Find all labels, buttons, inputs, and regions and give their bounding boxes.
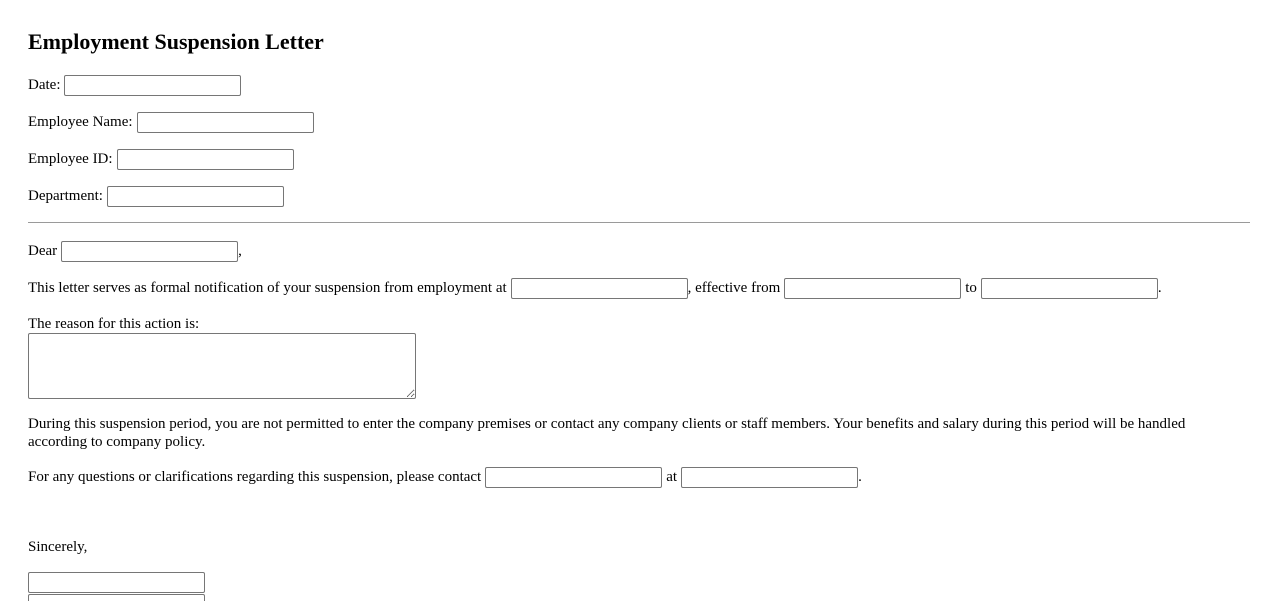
reason-label: The reason for this action is: — [28, 316, 200, 332]
date-label: Date: — [28, 77, 61, 93]
signature-title-input[interactable] — [28, 594, 205, 601]
date-row — [28, 74, 245, 96]
recipient-name-input[interactable] — [61, 241, 238, 262]
closing-text: Sincerely, — [28, 539, 88, 555]
date-input[interactable] — [64, 75, 241, 96]
contact-period: . — [858, 469, 862, 485]
notification-period: . — [1157, 280, 1162, 296]
to-text: to — [965, 280, 977, 296]
department-input[interactable] — [107, 186, 284, 207]
salutation-row — [28, 240, 242, 262]
department-label: Department: — [28, 188, 103, 204]
page-title: Employment Suspension Letter — [28, 29, 324, 54]
suspension-terms-paragraph: During this suspension period, you are not permitted to enter the company premises or contact any company clients or staff members. Your benefits and salary during this period will be handled according to company policy. — [28, 416, 1186, 450]
dear-label: Dear — [28, 243, 58, 259]
reason-textarea[interactable] — [28, 333, 416, 399]
effective-to-input[interactable] — [981, 278, 1158, 299]
effective-from-text: , effective from — [687, 280, 781, 296]
department-row — [28, 185, 288, 207]
employee-name-input[interactable] — [137, 112, 314, 133]
signature-name-input[interactable] — [28, 572, 205, 593]
contact-person-input[interactable] — [485, 467, 662, 488]
contact-at-text: at — [666, 469, 678, 485]
notification-lead-text: This letter serves as formal notification of your suspension from employment at — [28, 280, 507, 296]
employee-id-row — [28, 148, 298, 170]
section-divider — [28, 222, 1250, 223]
notification-row — [28, 277, 1162, 299]
employee-name-row — [28, 111, 318, 133]
contact-info-input[interactable] — [681, 467, 858, 488]
contact-row — [28, 466, 862, 488]
salutation-comma: , — [238, 243, 242, 259]
contact-lead-text: For any questions or clarifications regarding this suspension, please contact — [28, 469, 482, 485]
employee-name-label: Employee Name: — [28, 114, 133, 130]
employee-id-input[interactable] — [117, 149, 294, 170]
company-name-input[interactable] — [511, 278, 688, 299]
employee-id-label: Employee ID: — [28, 151, 113, 167]
effective-from-input[interactable] — [784, 278, 961, 299]
